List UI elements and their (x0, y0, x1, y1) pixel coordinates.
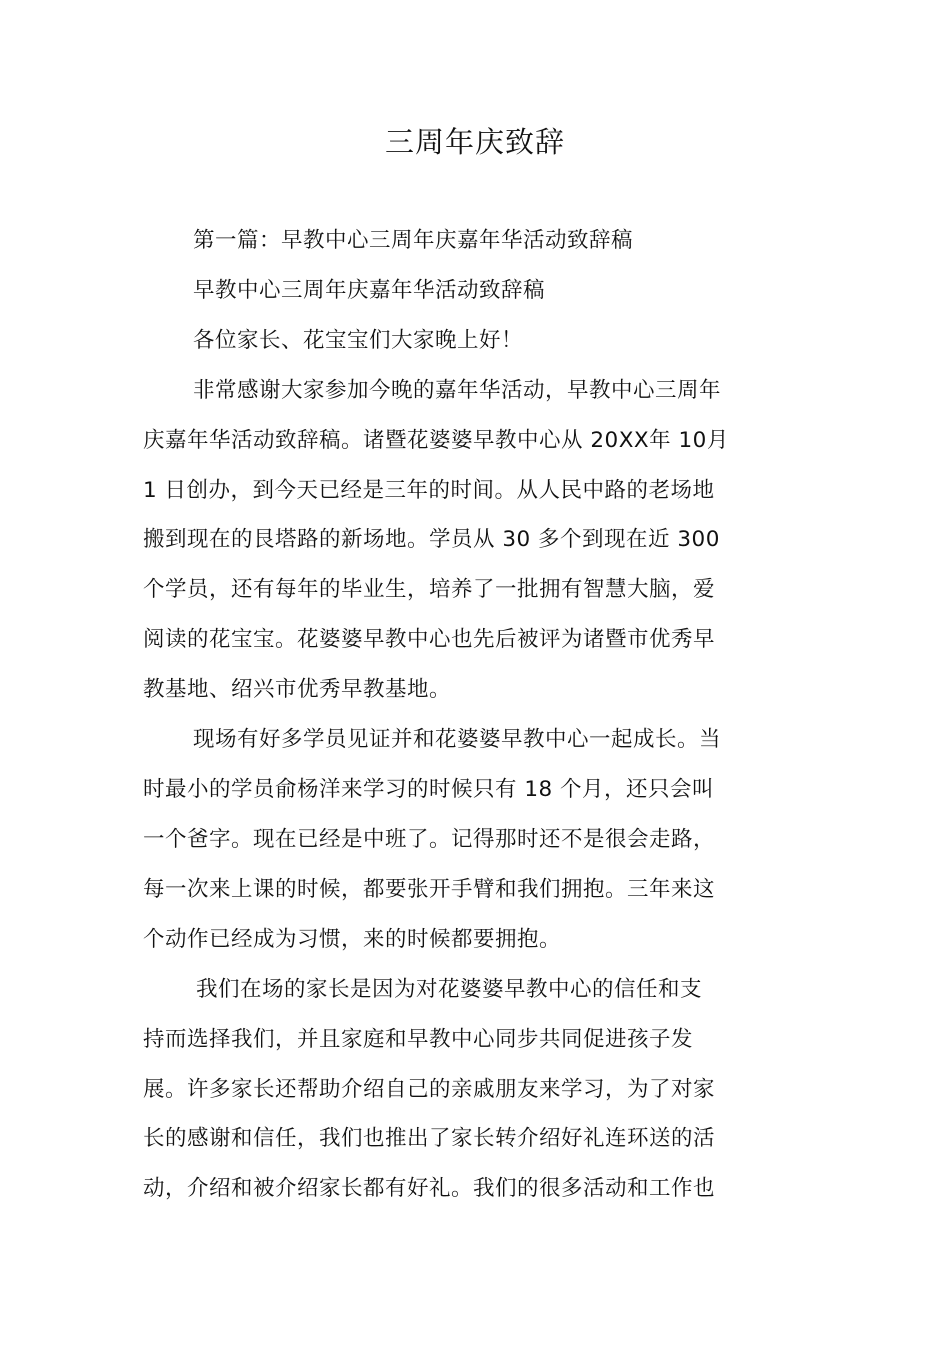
text-line: 每一次来上课的时候，都要张开手臂和我们拥抱。三年来这 (143, 877, 716, 902)
document-title: 三周年庆致辞 (384, 125, 565, 159)
text-line: 我们在场的家长是因为对花婆婆早教中心的信任和支 (196, 977, 703, 1002)
text-line: 第一篇：早教中心三周年庆嘉年华活动致辞稿 (193, 228, 634, 253)
text-line: 阅读的花宝宝。花婆婆早教中心也先后被评为诸暨市优秀早 (143, 627, 716, 652)
text-line: 教基地、绍兴市优秀早教基地。 (143, 677, 452, 702)
text-line: 庆嘉年华活动致辞稿。诸暨花婆婆早教中心从 20XX年 10月 (143, 428, 729, 453)
text-line: 搬到现在的艮塔路的新场地。学员从 30 多个到现在近 300 (143, 527, 720, 552)
text-line: 持而选择我们，并且家庭和早教中心同步共同促进孩子发 (143, 1027, 694, 1052)
text-line: 个学员，还有每年的毕业生，培养了一批拥有智慧大脑，爱 (143, 577, 716, 602)
text-line: 现场有好多学员见证并和花婆婆早教中心一起成长。当 (193, 727, 722, 752)
text-line: 展。许多家长还帮助介绍自己的亲戚朋友来学习，为了对家 (143, 1077, 716, 1102)
text-line: 早教中心三周年庆嘉年华活动致辞稿 (193, 278, 546, 303)
text-line: 长的感谢和信任，我们也推出了家长转介绍好礼连环送的活 (143, 1126, 716, 1151)
text-line: 1 日创办，到今天已经是三年的时间。从人民中路的老场地 (143, 478, 715, 503)
text-line: 动，介绍和被介绍家长都有好礼。我们的很多活动和工作也 (143, 1176, 716, 1201)
text-line: 时最小的学员俞杨洋来学习的时候只有 18 个月，还只会叫 (143, 777, 715, 802)
text-line: 各位家长、花宝宝们大家晚上好！ (193, 328, 524, 353)
text-line: 个动作已经成为习惯，来的时候都要拥抱。 (143, 927, 562, 952)
text-line: 非常感谢大家参加今晚的嘉年华活动，早教中心三周年 (193, 378, 722, 403)
text-line: 一个爸字。现在已经是中班了。记得那时还不是很会走路， (143, 827, 716, 852)
